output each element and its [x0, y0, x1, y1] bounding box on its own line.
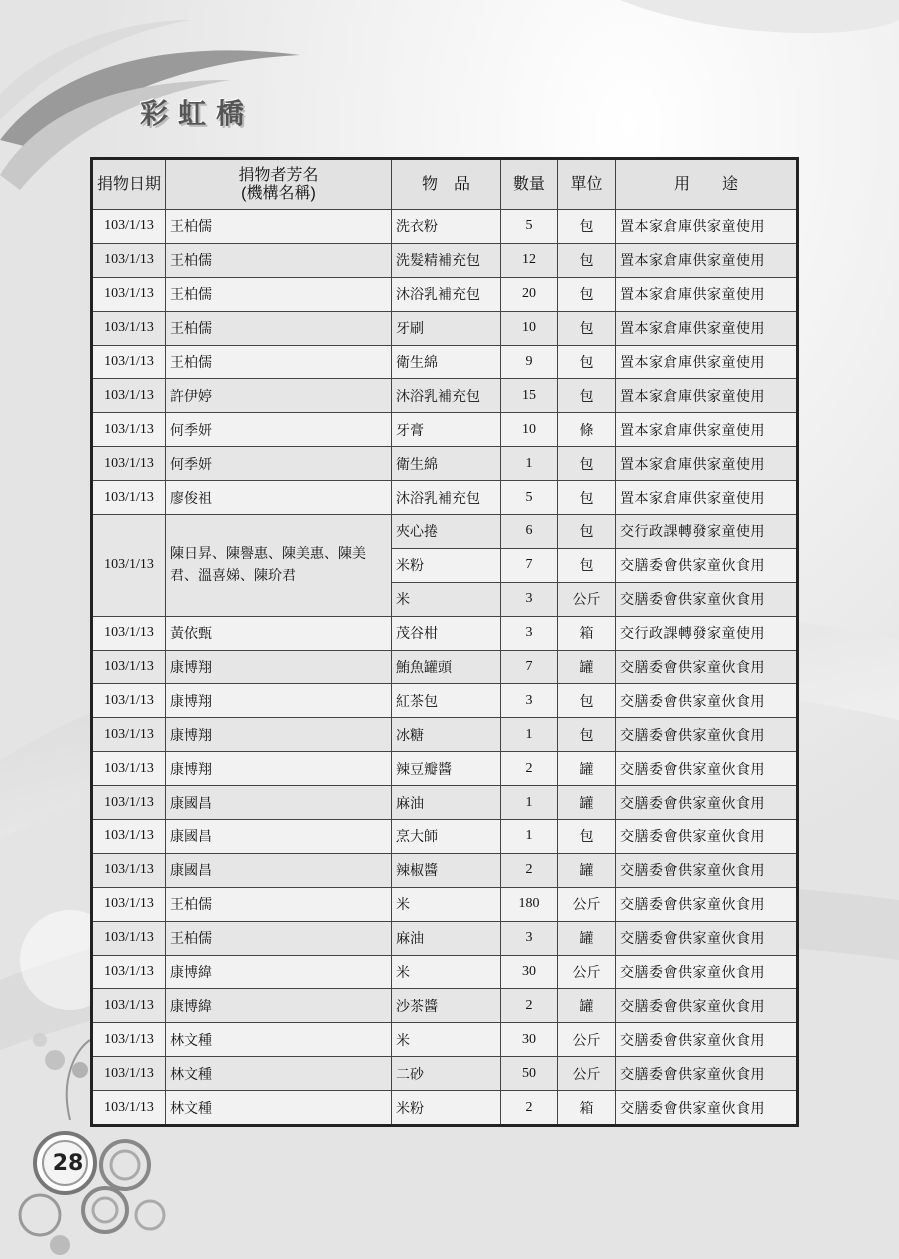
- cell-donor: 康博翔: [166, 752, 392, 786]
- cell-unit: 包: [558, 277, 616, 311]
- cell-date: 103/1/13: [92, 481, 166, 515]
- cell-qty: 1: [501, 786, 558, 820]
- cell-use: 交行政課轉發家童使用: [616, 616, 798, 650]
- cell-item: 冰糖: [392, 718, 501, 752]
- cell-qty: 6: [501, 515, 558, 549]
- cell-use: 交膳委會供家童伙食用: [616, 1091, 798, 1126]
- cell-date: 103/1/13: [92, 379, 166, 413]
- cell-item: 麻油: [392, 921, 501, 955]
- cell-unit: 公斤: [558, 955, 616, 989]
- header-donor-line1: 捐物者芳名: [238, 166, 319, 184]
- cell-qty: 10: [501, 311, 558, 345]
- cell-date: 103/1/13: [92, 684, 166, 718]
- cell-donor: 康博緯: [166, 955, 392, 989]
- cell-unit: 罐: [558, 853, 616, 887]
- cell-unit: 包: [558, 548, 616, 582]
- cell-use: 交膳委會供家童伙食用: [616, 820, 798, 854]
- cell-qty: 3: [501, 582, 558, 616]
- cell-unit: 公斤: [558, 1057, 616, 1091]
- cell-item: 辣椒醬: [392, 853, 501, 887]
- cell-date: 103/1/13: [92, 447, 166, 481]
- cell-donor: 林文種: [166, 1091, 392, 1126]
- table-row: [92, 413, 798, 447]
- cell-date: 103/1/13: [92, 820, 166, 854]
- cell-date: 103/1/13: [92, 718, 166, 752]
- cell-item: 米粉: [392, 1091, 501, 1126]
- cell-date: 103/1/13: [92, 989, 166, 1023]
- cell-date: 103/1/13: [92, 650, 166, 684]
- table-row: [92, 481, 798, 515]
- table-row: [92, 1023, 798, 1057]
- cell-qty: 2: [501, 989, 558, 1023]
- cell-item: 沐浴乳補充包: [392, 379, 501, 413]
- cell-use: 置本家倉庫供家童使用: [616, 345, 798, 379]
- cell-use: 置本家倉庫供家童使用: [616, 243, 798, 277]
- cell-unit: 包: [558, 210, 616, 244]
- cell-unit: 包: [558, 820, 616, 854]
- cell-unit: 包: [558, 684, 616, 718]
- cell-use: 交膳委會供家童伙食用: [616, 684, 798, 718]
- cell-donor: 王柏儒: [166, 210, 392, 244]
- cell-donor: 廖俊祖: [166, 481, 392, 515]
- cell-date: 103/1/13: [92, 1091, 166, 1126]
- cell-date: 103/1/13: [92, 955, 166, 989]
- cell-qty: 3: [501, 921, 558, 955]
- cell-date: 103/1/13: [92, 345, 166, 379]
- cell-donor: 康博翔: [166, 650, 392, 684]
- cell-qty: 5: [501, 481, 558, 515]
- header-donor-line2: (機構名稱): [241, 184, 316, 202]
- cell-donor: 黃依甄: [166, 616, 392, 650]
- cell-item: 辣豆瓣醬: [392, 752, 501, 786]
- cell-donor: 王柏儒: [166, 277, 392, 311]
- cell-qty: 2: [501, 1091, 558, 1126]
- cell-qty: 1: [501, 447, 558, 481]
- cell-use: 交膳委會供家童伙食用: [616, 718, 798, 752]
- cell-item: 洗髮精補充包: [392, 243, 501, 277]
- table-row: [92, 955, 798, 989]
- section-title: 彩虹橋: [140, 97, 255, 130]
- cell-donor: 許伊婷: [166, 379, 392, 413]
- cell-donor: 康博翔: [166, 684, 392, 718]
- cell-unit: 罐: [558, 752, 616, 786]
- table-row: [92, 853, 798, 887]
- cell-qty: 7: [501, 548, 558, 582]
- table-row: [92, 447, 798, 481]
- cell-unit: 公斤: [558, 887, 616, 921]
- cell-unit: 包: [558, 718, 616, 752]
- cell-use: 置本家倉庫供家童使用: [616, 481, 798, 515]
- cell-use: 交膳委會供家童伙食用: [616, 853, 798, 887]
- table-row: [92, 243, 798, 277]
- cell-date: 103/1/13: [92, 786, 166, 820]
- cell-item: 洗衣粉: [392, 210, 501, 244]
- cell-unit: 箱: [558, 1091, 616, 1126]
- cell-item: 米: [392, 582, 501, 616]
- cell-item: 烹大師: [392, 820, 501, 854]
- cell-item: 衛生綿: [392, 345, 501, 379]
- cell-use: 交膳委會供家童伙食用: [616, 582, 798, 616]
- cell-item: 米: [392, 1023, 501, 1057]
- cell-date: 103/1/13: [92, 243, 166, 277]
- table-row: [92, 1057, 798, 1091]
- cell-date: 103/1/13: [92, 853, 166, 887]
- table-row: [92, 277, 798, 311]
- page-number: 28: [52, 1151, 84, 1176]
- cell-item: 紅茶包: [392, 684, 501, 718]
- cell-qty: 20: [501, 277, 558, 311]
- cell-item: 牙刷: [392, 311, 501, 345]
- header-item: 物 品: [392, 159, 501, 210]
- cell-donor: 康國昌: [166, 820, 392, 854]
- donation-table: [90, 157, 799, 1127]
- cell-date: 103/1/13: [92, 277, 166, 311]
- table-row: [92, 752, 798, 786]
- header-donor: [166, 159, 392, 210]
- table-row: [92, 989, 798, 1023]
- cell-item: 鮪魚罐頭: [392, 650, 501, 684]
- header-use: 用 途: [616, 159, 798, 210]
- cell-date: 103/1/13: [92, 887, 166, 921]
- cell-qty: 30: [501, 1023, 558, 1057]
- cell-use: 置本家倉庫供家童使用: [616, 210, 798, 244]
- cell-qty: 5: [501, 210, 558, 244]
- cell-date: 103/1/13: [92, 921, 166, 955]
- cell-use: 置本家倉庫供家童使用: [616, 379, 798, 413]
- cell-unit: 條: [558, 413, 616, 447]
- cell-use: 交行政課轉發家童使用: [616, 515, 798, 549]
- cell-qty: 12: [501, 243, 558, 277]
- cell-donor: 王柏儒: [166, 921, 392, 955]
- cell-item: 夾心捲: [392, 515, 501, 549]
- cell-unit: 包: [558, 515, 616, 549]
- cell-donor: 何季妍: [166, 447, 392, 481]
- cell-item: 米: [392, 887, 501, 921]
- cell-date: 103/1/13: [92, 616, 166, 650]
- cell-use: 交膳委會供家童伙食用: [616, 887, 798, 921]
- cell-donor: 康國昌: [166, 853, 392, 887]
- cell-qty: 3: [501, 684, 558, 718]
- cell-item: 麻油: [392, 786, 501, 820]
- cell-item: 米: [392, 955, 501, 989]
- table-row: [92, 210, 798, 244]
- header-date: 捐物日期: [92, 159, 166, 210]
- cell-qty: 2: [501, 853, 558, 887]
- table-header-row: [92, 159, 798, 210]
- cell-donor: 康國昌: [166, 786, 392, 820]
- cell-unit: 罐: [558, 989, 616, 1023]
- cell-use: 置本家倉庫供家童使用: [616, 311, 798, 345]
- cell-unit: 包: [558, 447, 616, 481]
- cell-use: 交膳委會供家童伙食用: [616, 989, 798, 1023]
- cell-qty: 1: [501, 718, 558, 752]
- cell-item: 衛生綿: [392, 447, 501, 481]
- cell-donor: 林文種: [166, 1057, 392, 1091]
- cell-date: 103/1/13: [92, 413, 166, 447]
- cell-qty: 30: [501, 955, 558, 989]
- table-row: [92, 887, 798, 921]
- cell-date: 103/1/13: [92, 311, 166, 345]
- table-row: [92, 684, 798, 718]
- cell-unit: 箱: [558, 616, 616, 650]
- cell-donor: 康博翔: [166, 718, 392, 752]
- cell-item: 茂谷柑: [392, 616, 501, 650]
- cell-qty: 1: [501, 820, 558, 854]
- cell-unit: 公斤: [558, 1023, 616, 1057]
- cell-use: 交膳委會供家童伙食用: [616, 548, 798, 582]
- cell-qty: 180: [501, 887, 558, 921]
- cell-use: 置本家倉庫供家童使用: [616, 277, 798, 311]
- table-row: [92, 1091, 798, 1126]
- header-unit: 單位: [558, 159, 616, 210]
- cell-donor: 王柏儒: [166, 243, 392, 277]
- cell-date: 103/1/13: [92, 1057, 166, 1091]
- cell-unit: 包: [558, 243, 616, 277]
- cell-donor: 陳日昇、陳譽惠、陳美惠、陳美君、溫喜娣、陳玠君: [166, 515, 392, 617]
- table-row: [92, 921, 798, 955]
- cell-use: 交膳委會供家童伙食用: [616, 752, 798, 786]
- cell-use: 交膳委會供家童伙食用: [616, 1057, 798, 1091]
- cell-use: 置本家倉庫供家童使用: [616, 413, 798, 447]
- header-qty: 數量: [501, 159, 558, 210]
- cell-use: 交膳委會供家童伙食用: [616, 955, 798, 989]
- table-row: [92, 311, 798, 345]
- cell-qty: 15: [501, 379, 558, 413]
- cell-unit: 包: [558, 481, 616, 515]
- cell-date: 103/1/13: [92, 515, 166, 617]
- cell-item: 米粉: [392, 548, 501, 582]
- cell-qty: 2: [501, 752, 558, 786]
- cell-qty: 10: [501, 413, 558, 447]
- cell-use: 交膳委會供家童伙食用: [616, 921, 798, 955]
- cell-qty: 50: [501, 1057, 558, 1091]
- cell-item: 沐浴乳補充包: [392, 277, 501, 311]
- table-row: [92, 515, 798, 549]
- cell-date: 103/1/13: [92, 1023, 166, 1057]
- cell-donor: 王柏儒: [166, 345, 392, 379]
- table-row: [92, 820, 798, 854]
- cell-unit: 包: [558, 345, 616, 379]
- cell-unit: 包: [558, 311, 616, 345]
- table-row: [92, 379, 798, 413]
- cell-date: 103/1/13: [92, 210, 166, 244]
- cell-item: 二砂: [392, 1057, 501, 1091]
- cell-use: 交膳委會供家童伙食用: [616, 1023, 798, 1057]
- cell-unit: 罐: [558, 921, 616, 955]
- cell-qty: 9: [501, 345, 558, 379]
- cell-item: 沐浴乳補充包: [392, 481, 501, 515]
- table-row: [92, 345, 798, 379]
- cell-unit: 罐: [558, 786, 616, 820]
- table-row: [92, 718, 798, 752]
- cell-date: 103/1/13: [92, 752, 166, 786]
- cell-donor: 康博緯: [166, 989, 392, 1023]
- cell-unit: 包: [558, 379, 616, 413]
- cell-donor: 王柏儒: [166, 887, 392, 921]
- cell-item: 沙茶醬: [392, 989, 501, 1023]
- cell-qty: 7: [501, 650, 558, 684]
- cell-donor: 王柏儒: [166, 311, 392, 345]
- cell-use: 置本家倉庫供家童使用: [616, 447, 798, 481]
- cell-use: 交膳委會供家童伙食用: [616, 650, 798, 684]
- cell-donor: 林文種: [166, 1023, 392, 1057]
- table-row: [92, 786, 798, 820]
- cell-item: 牙膏: [392, 413, 501, 447]
- cell-unit: 公斤: [558, 582, 616, 616]
- cell-use: 交膳委會供家童伙食用: [616, 786, 798, 820]
- cell-qty: 3: [501, 616, 558, 650]
- table-row: [92, 650, 798, 684]
- table-row: [92, 616, 798, 650]
- cell-unit: 罐: [558, 650, 616, 684]
- cell-donor: 何季妍: [166, 413, 392, 447]
